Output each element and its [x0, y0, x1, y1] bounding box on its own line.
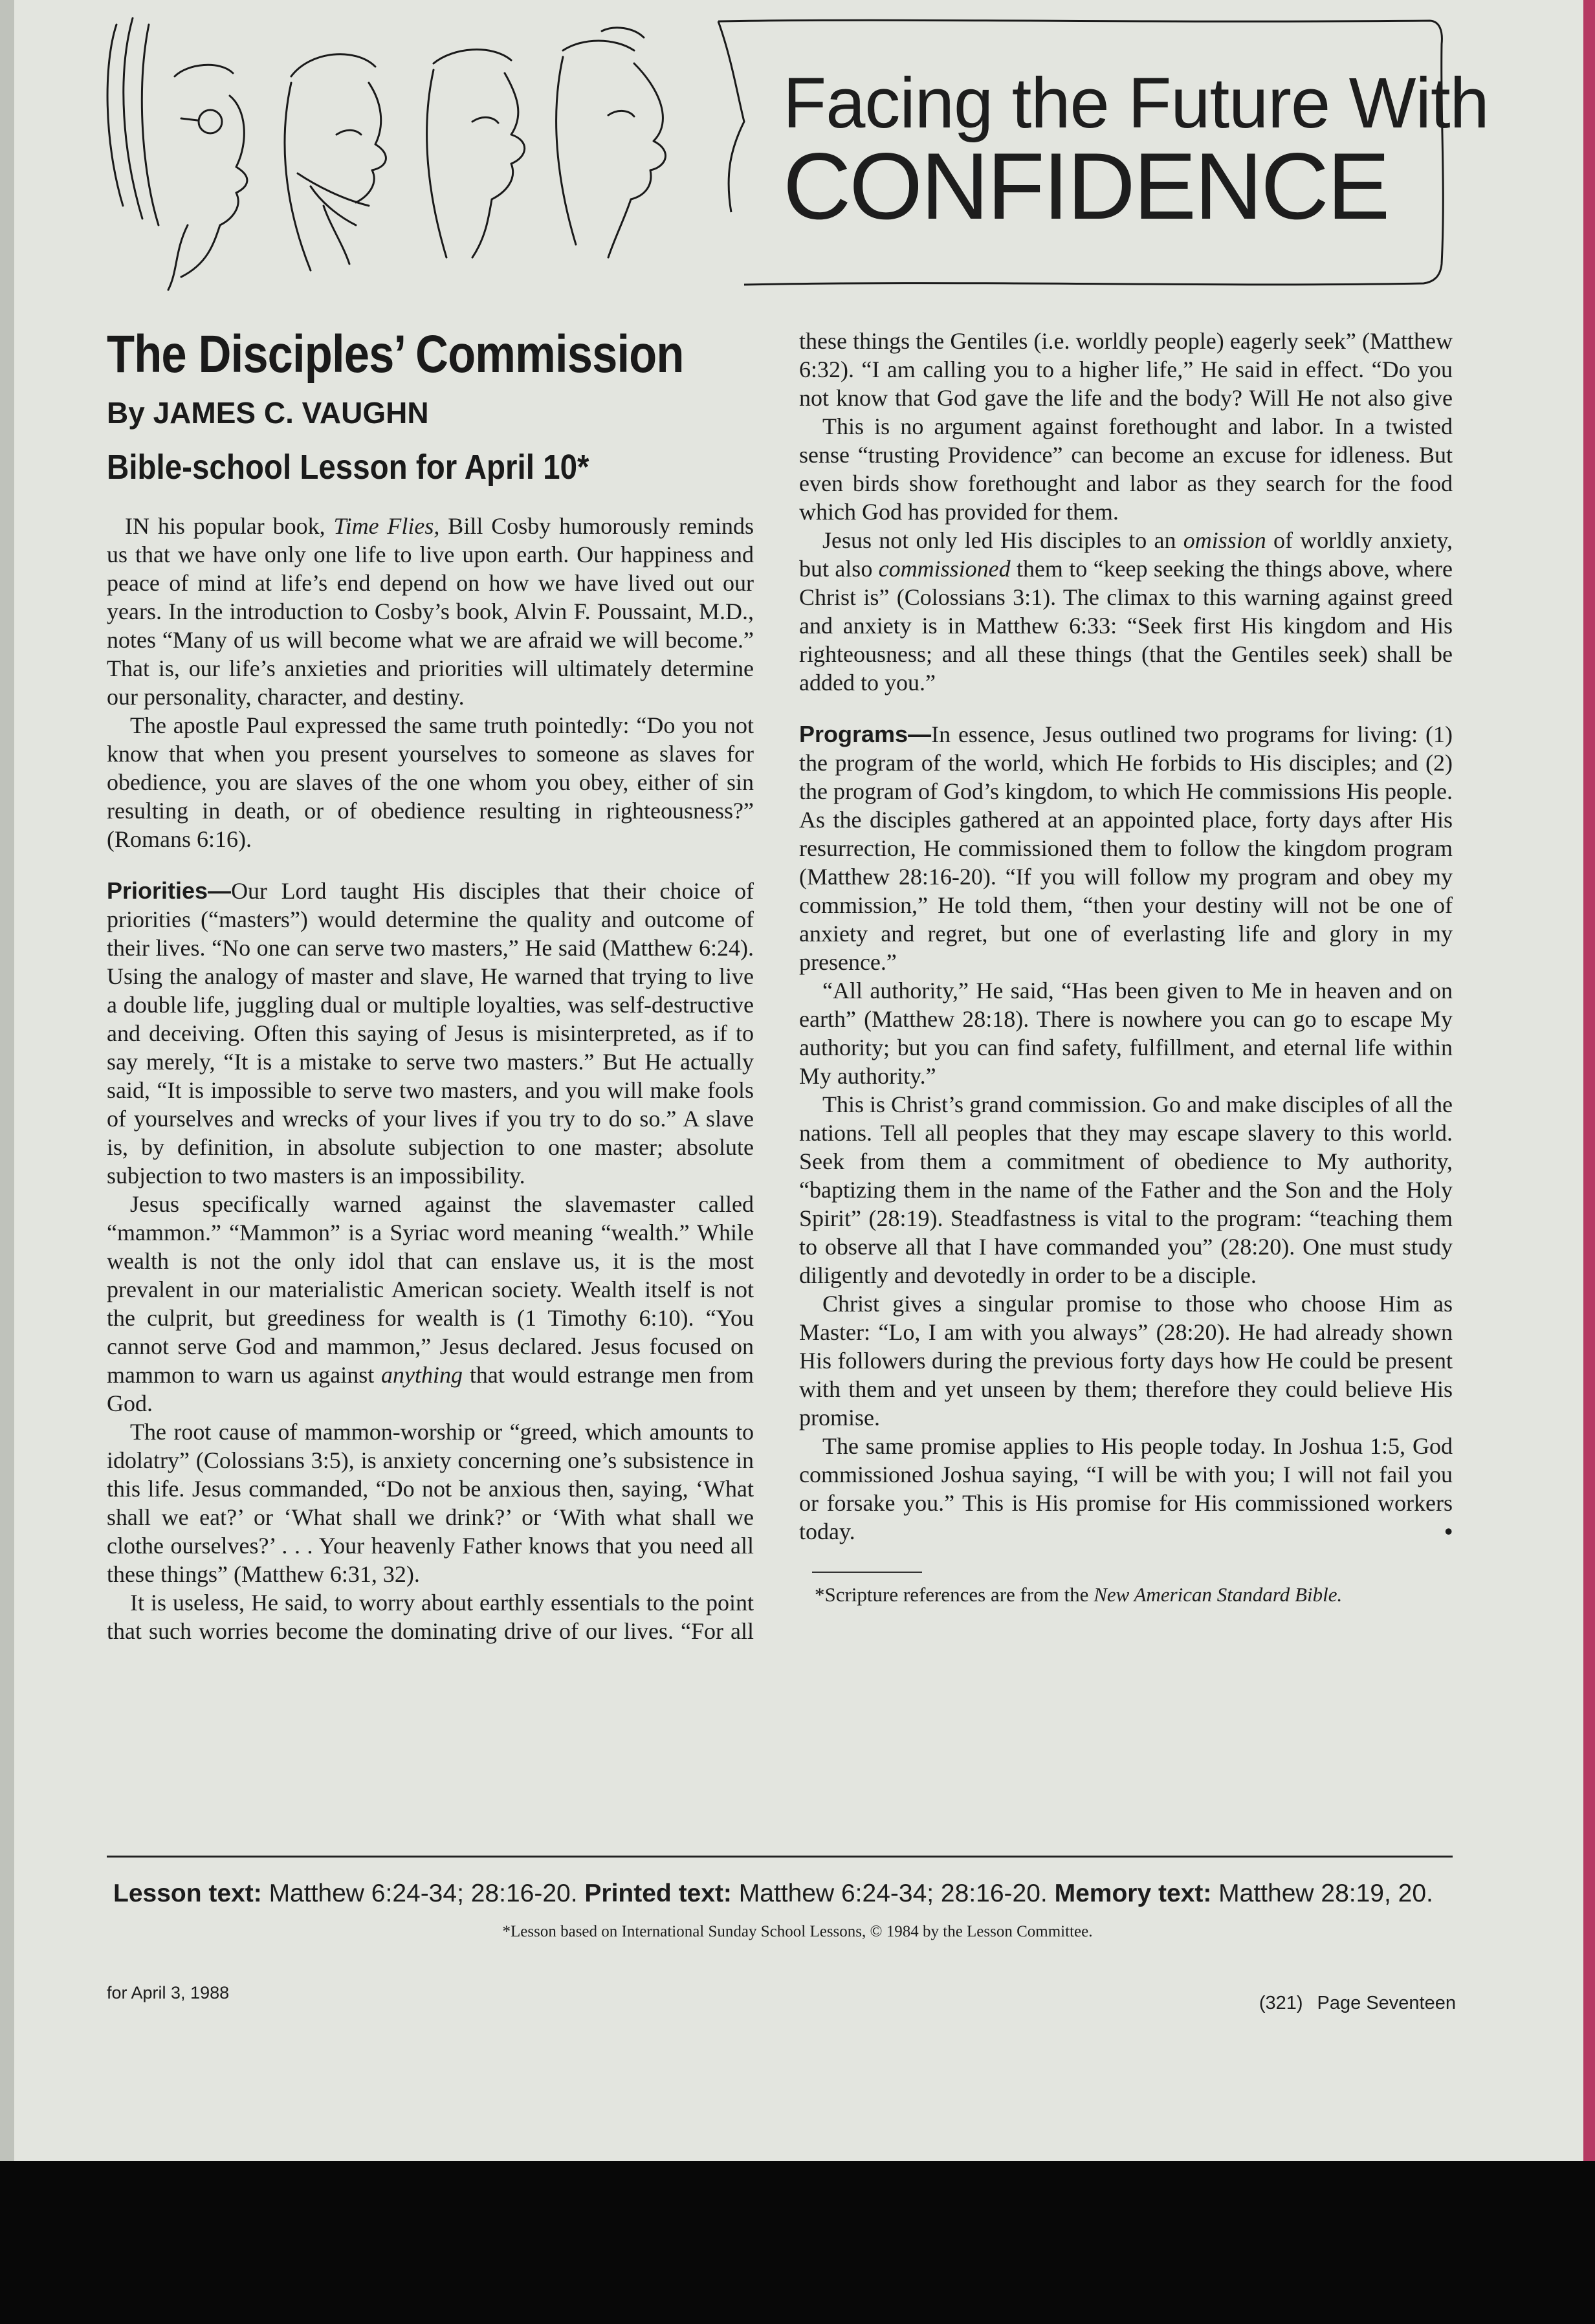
paragraph: The root cause of mammon-worship or “greed, which amounts to idolatry” (Colossians 3:5), is anxiety concerning one’s subsistence in this life. Jesus commanded, “Do not be anxious then, saying, ‘What shall we eat?’ or ‘What shall we drink?’ or ‘With what shall we clothe ourselves?’ . . . Your heavenly Father knows that you need all these things” (Matthew 6:31, 32). [107, 1419, 754, 1588]
right-column [799, 327, 1453, 1606]
series-title: Facing the Future With [783, 63, 1489, 143]
section-lead: Programs— [799, 721, 932, 747]
programs-section: Programs—In essence, Jesus outlined two programs for living: (1) the program of the world, which He forbids to His disciples; and (2) the program of God’s kingdom, to which He commissions His people. As the disciples gathered at an appointed place, forty days after His resurrection, He commissioned them to follow the kingdom program (Matthew 28:16-20). “If you will follow my program and obey my commission,” He told them, “then your destiny will not be one of anxiety and regret, but one of everlasting life and glory in my presence.” [799, 721, 1453, 975]
article-title: The Disciples’ Commission [107, 325, 684, 384]
priorities-section: Priorities—Our Lord taught His disciples that their choice of priorities (“masters”) would determine the quality and outcome of their lives. “No one can serve two masters,” He said (Matthew 6:24). Using the analogy of master and slave, He warned that trying to live a double life, juggling dual or multiple loyalties, was self-destructive and deceiving. Often this saying of Jesus is misinterpreted, as if to say merely, “It is a mistake to serve two masters.” But He actually said, “It is impossible to serve two masters, and you will make fools of yourselves and wrecks of your lives if you try to do so.” A slave is, by definition, in absolute subjection to one master; absolute subjection to two masters is an impossibility. [107, 877, 754, 1189]
footnote-divider [812, 1572, 922, 1573]
paragraph: Jesus not only led His disciples to an omission of worldly anxiety, but also commissioned them to “keep seeking the things above, where Christ is” (Colossians 3:1). The climax to this warning against greed and anxiety is in Matthew 6:33: “Seek first His kingdom and His righteousness; and all these things (that the Gentiles seek) shall be added to you.” [799, 527, 1453, 696]
face-1-icon [107, 18, 247, 290]
paragraph: This is no argument against forethought and labor. In a twisted sense “trusting Providence” can become an excuse for idleness. But even birds show forethought and labor as they search for the food which God has provided for them. [799, 413, 1453, 525]
paragraph: It is useless, He said, to worry about earthly essentials to the point that such worries become the dominating drive of our lives. “For all [107, 1590, 754, 1645]
lesson-date-heading: Bible-school Lesson for April 10* [107, 448, 589, 487]
scripture-footnote: *Scripture references are from the New American Standard Bible. [815, 1583, 1343, 1606]
issue-date: for April 3, 1988 [107, 1983, 230, 2002]
closing-paragraph: The same promise applies to His people today. In Joshua 1:5, God commissioned Joshua saying, “I will be with you; I will not fail you or forsake you.” This is His promise for His commissioned workers today. • [799, 1433, 1453, 1544]
end-mark: • [1444, 1518, 1453, 1544]
page-right-edge [1583, 0, 1595, 2161]
author-byline: By JAMES C. VAUGHN [107, 396, 429, 430]
paragraph-continued: these things the Gentiles (i.e. worldly people) eagerly seek” (Matthew 6:32). “I am calling you to a higher life,” He said in effect. “Do you not know that God gave the life and the body? Will He not also give [799, 328, 1453, 411]
face-3-icon [427, 50, 525, 258]
faces-illustration [97, 12, 718, 296]
series-title-emphasis: CONFIDENCE [783, 133, 1389, 239]
intro-paragraph: IN his popular book, Time Flies, Bill Cosby humorously reminds us that we have only one life to live upon earth. Our happiness and peace of mind at life’s end depend on how we have lived out our years. In the introduction to Cosby’s book, Alvin F. Poussaint, M.D., notes “Many of us will become what we are afraid we will become.” That is, our life’s anxieties and priorities will ultimately determine our personality, character, and destiny. [107, 513, 754, 710]
paragraph: The apostle Paul expressed the same truth pointedly: “Do you not know that when you present yourselves to someone as slaves for obedience, you are slaves of the one whom you obey, either of sin resulting in death, or of obedience resulting in righteousness?” (Romans 6:16). [107, 712, 754, 853]
paragraph: This is Christ’s grand commission. Go and make disciples of all the nations. Tell all peoples that they may escape slavery to this world. Seek from them a commitment of obedience to My authority, “baptizing them in the name of the Father and the Son and the Holy Spirit” (28:19). Steadfastness is vital to the program: “teaching them to observe all that I have commanded you” (28:20). One must study diligently and devotedly in order to be a disciple. [799, 1091, 1453, 1288]
footer-divider [107, 1856, 1453, 1858]
page-binding-edge [0, 0, 14, 2161]
scan-background [0, 2161, 1595, 2324]
paragraph: “All authority,” He said, “Has been given to Me in heaven and on earth” (Matthew 28:18). There is nowhere you can go to escape My authority; but you can find safety, fulfillment, and eternal life within My authority.” [799, 978, 1453, 1089]
face-2-icon [285, 54, 386, 270]
paragraph: Christ gives a singular promise to those who choose Him as Master: “Lo, I am with you always” (28:20). He had already shown His followers during the previous forty days how He could be present with them and yet unseen by them; therefore they could believe His promise. [799, 1291, 1453, 1431]
copyright-notice: *Lesson based on International Sunday School Lessons, © 1984 by the Lesson Committee. [502, 1923, 1093, 1940]
section-lead: Priorities— [107, 877, 232, 904]
paragraph: Jesus specifically warned against the slavemaster called “mammon.” “Mammon” is a Syriac word meaning “wealth.” While wealth is not the only idol that can enslave us, it is the most prevalent in our materialistic American society. Wealth itself is not the culprit, but greediness for wealth is (1 Timothy 6:10). “You cannot serve God and mammon,” Jesus declared. Jesus focused on mammon to warn us against anything that would estrange men from God. [107, 1191, 754, 1417]
page-number: (321) Page Seventeen [1259, 1993, 1456, 2013]
face-4-icon [556, 28, 666, 258]
left-column [107, 327, 754, 1645]
lesson-texts-line: Lesson text: Matthew 6:24-34; 28:16-20. Printed text: Matthew 6:24-34; 28:16-20. Memory text: Matthew 28:19, 20. [113, 1880, 1433, 1907]
